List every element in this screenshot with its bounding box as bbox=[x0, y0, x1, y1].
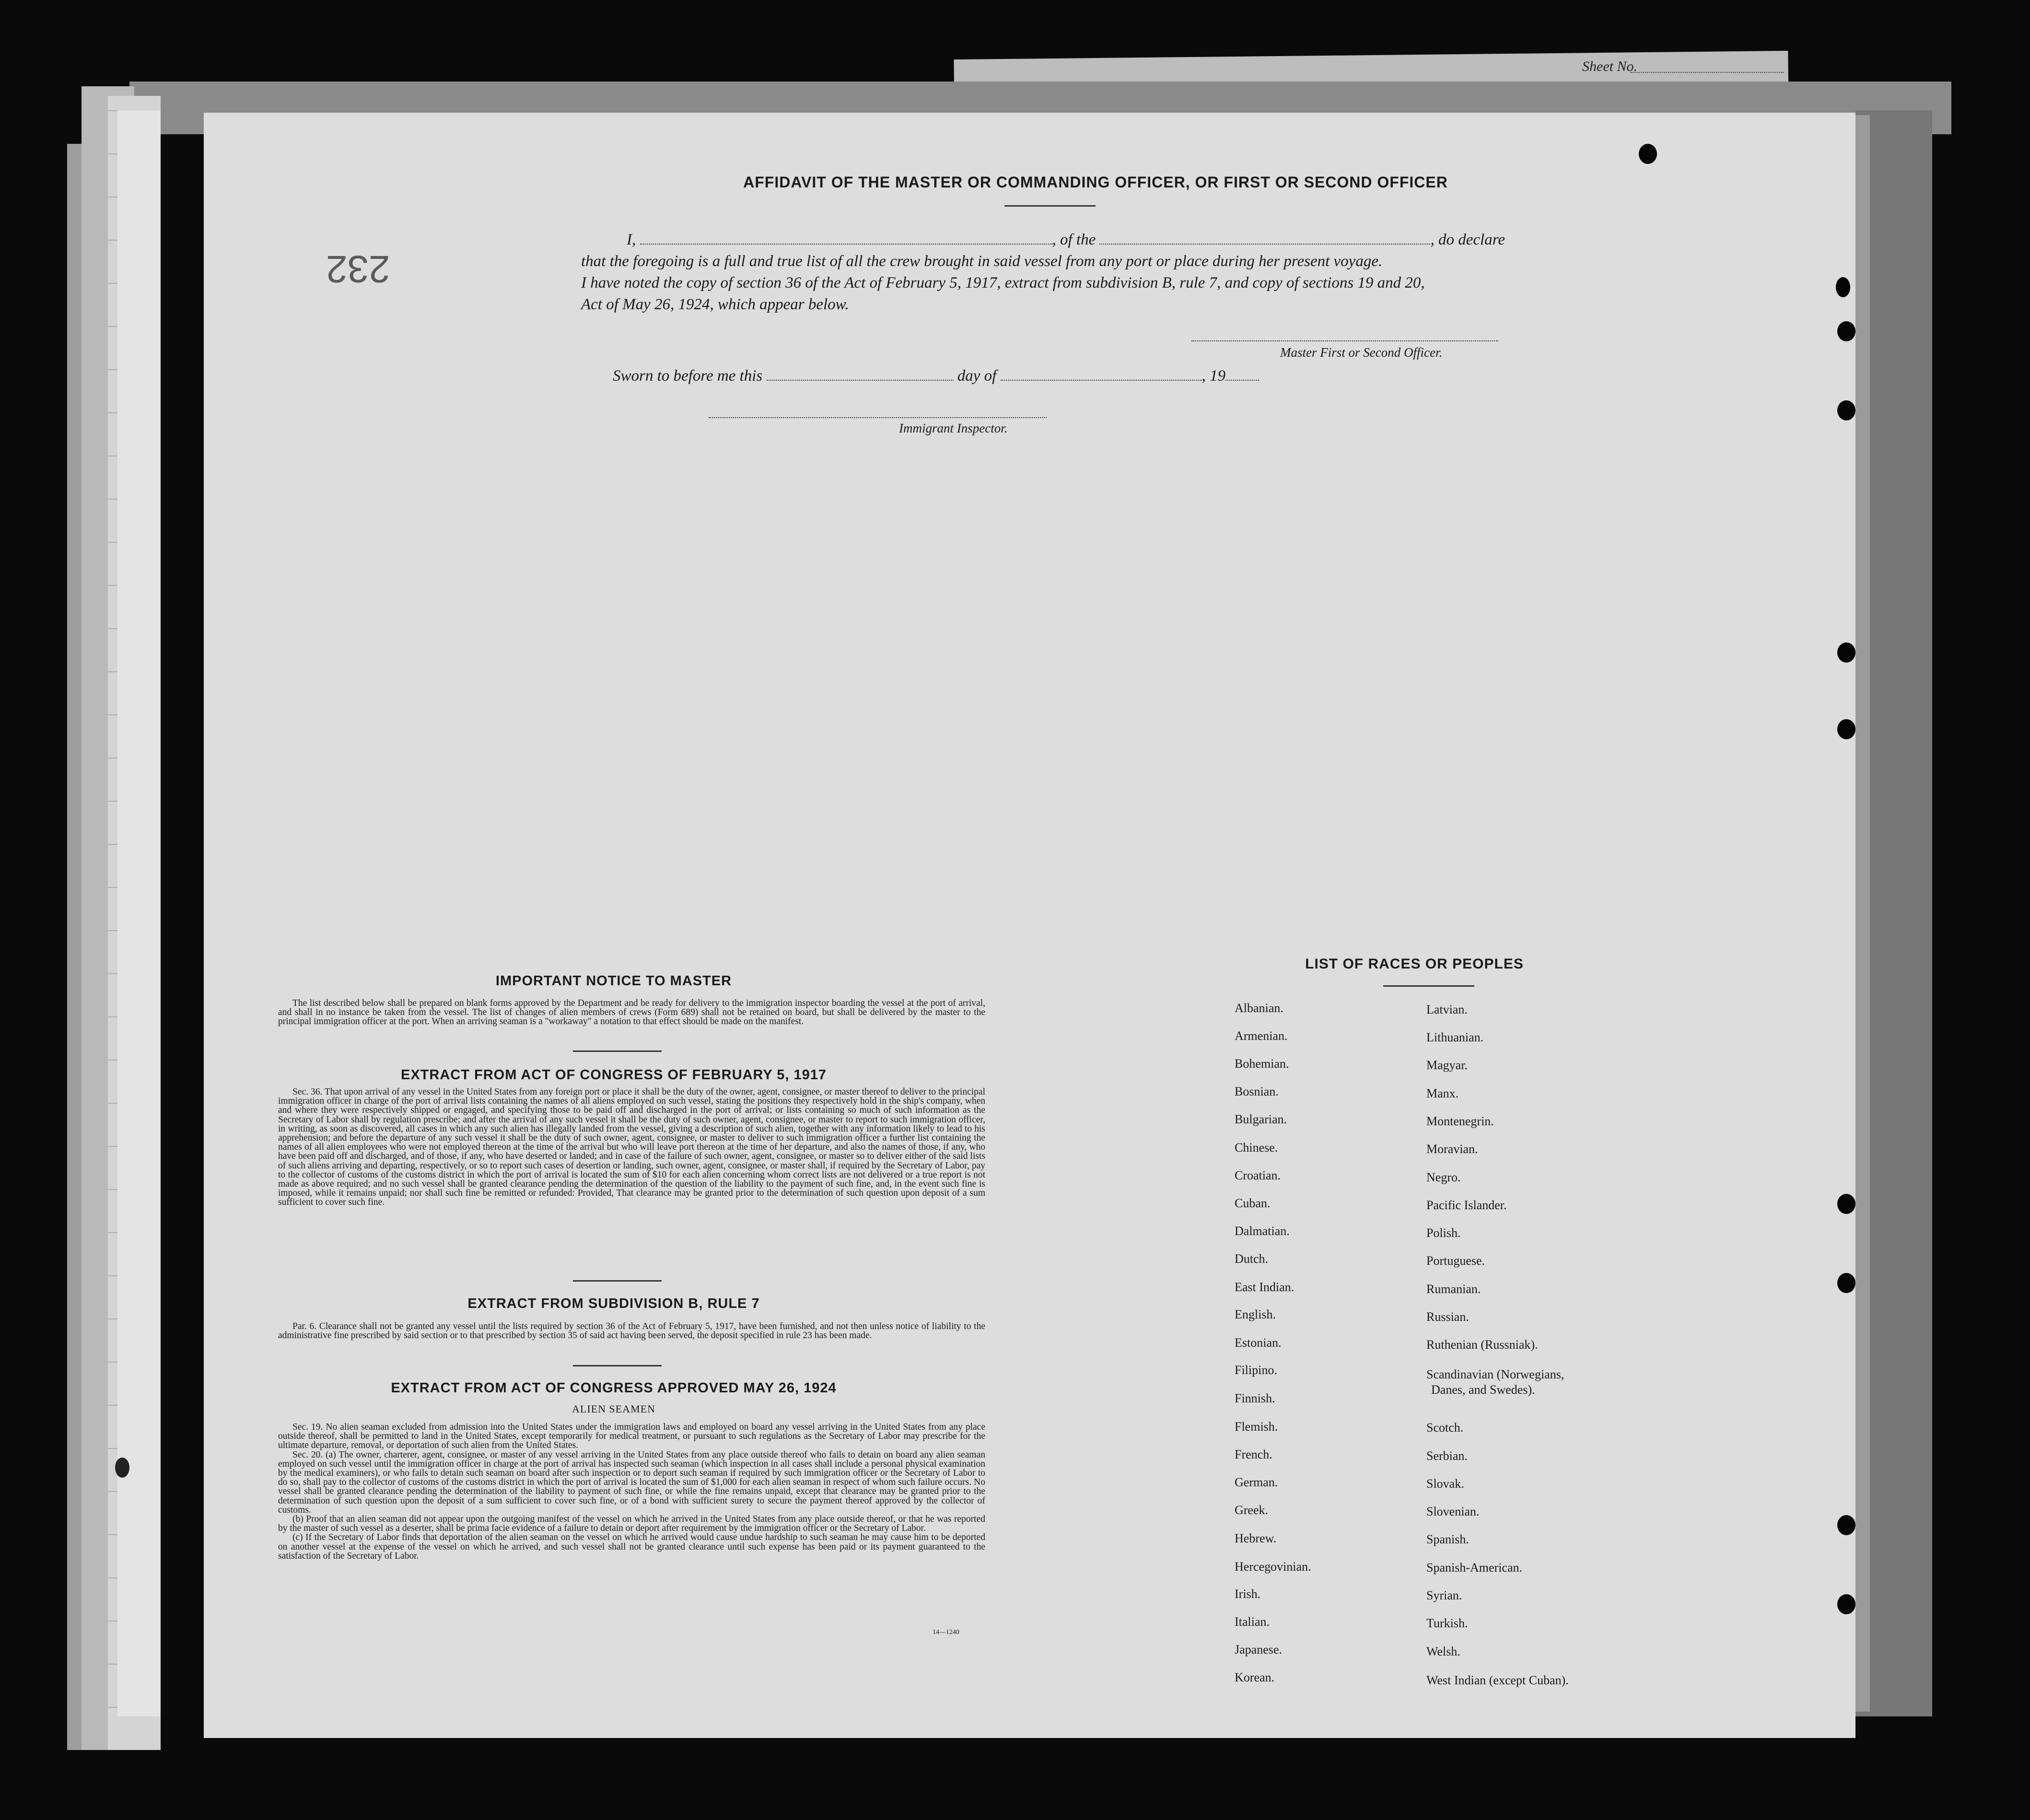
race-item: English. bbox=[1235, 1307, 1276, 1321]
race-item: Latvian. bbox=[1426, 1003, 1468, 1016]
affidavit-body bbox=[581, 229, 1545, 315]
race-item: Slovak. bbox=[1426, 1477, 1464, 1491]
extract-rule7-paragraph: Par. 6. Clearance shall not be granted any vessel until the lists required by section 36 of the Act of February 5, 1917, have been furnished, and not then unless notice of liability to the administrative fine prescribed by said section or to that prescribed by section 35 of said act having been served, the deposit specified in rule 23 has been made. bbox=[278, 1321, 985, 1341]
punch-hole bbox=[115, 1458, 129, 1478]
sworn-year-blank[interactable] bbox=[1225, 367, 1259, 381]
race-item: Dalmatian. bbox=[1235, 1224, 1290, 1238]
race-item: Dutch. bbox=[1235, 1252, 1269, 1266]
affidavit-line-2: that the foregoing is a full and true list of all the crew brought in said vessel from any port or place during her present voyage. bbox=[581, 253, 1383, 270]
race-item: Ruthenian (Russniak). bbox=[1426, 1338, 1538, 1352]
race-item: Syrian. bbox=[1426, 1588, 1462, 1602]
race-item: Magyar. bbox=[1426, 1058, 1468, 1072]
race-item: Slovenian. bbox=[1426, 1505, 1480, 1518]
race-item: Japanese. bbox=[1235, 1643, 1282, 1657]
sec19-paragraph: Sec. 19. No alien seaman excluded from admission into the United States under the immigration laws and employed on board any vessel arriving in the United States from any place outside thereof, shall be permitted to land in the United States, except temporarily for medical treatment, or pursuant to such regulations as the Secretary of Labor may prescribe for the ultimate departure, removal, or deportation of such alien from the United States. bbox=[278, 1422, 985, 1451]
race-item: Spanish. bbox=[1426, 1532, 1469, 1546]
sec20a-paragraph: Sec. 20. (a) The owner, charterer, agent, consignee, or master of any vessel arriving in the United States from any place outside thereof who fails to detain on board any alien seaman employed on such vessel until the immigration officer in charge at the port of arrival has inspected such seaman (which inspection in all cases shall include a personal physical examination by the medical examiners), or who fails to detain such seaman on board after such inspection or to deport such seaman if required by such immigration officer or the Secretary of Labor to do so, shall pay to the collector of customs of the customs district in which the port of arrival is located the sum of $1,000 for each alien seaman in respect of whom such failure occurs. No vessel shall be granted clearance pending the determination of the liability to payment of such fine, or while the fine remains unpaid, except that clearance may be granted prior to the determination of such question upon the deposit of a sum sufficient to cover such fine, or of a bond with sufficient surety to secure the payment thereof approved by the collector of customs. bbox=[278, 1449, 985, 1515]
affidavit-line-3: I have noted the copy of section 36 of the Act of February 5, 1917, extract from subdivision B, rule 7, and copy of sections 19 and 20, bbox=[581, 274, 1425, 292]
race-item: Armenian. bbox=[1235, 1029, 1288, 1043]
race-item: Cuban. bbox=[1235, 1196, 1271, 1210]
race-item: Filipino. bbox=[1235, 1363, 1277, 1377]
race-item: Chinese. bbox=[1235, 1141, 1278, 1155]
race-item: Finnish. bbox=[1235, 1391, 1275, 1405]
race-item: Lithuanian. bbox=[1426, 1030, 1484, 1044]
race-item: Estonian. bbox=[1235, 1336, 1282, 1350]
race-item: German. bbox=[1235, 1475, 1278, 1489]
punch-hole bbox=[1837, 1194, 1855, 1214]
punch-hole bbox=[1837, 400, 1855, 420]
race-item: East Indian. bbox=[1235, 1280, 1295, 1294]
sworn-line bbox=[613, 365, 1332, 387]
punch-hole bbox=[1837, 719, 1855, 739]
race-item: Irish. bbox=[1235, 1587, 1261, 1601]
races-title: LIST OF RACES OR PEOPLES bbox=[1305, 956, 1524, 972]
extract-rule7-title: EXTRACT FROM SUBDIVISION B, RULE 7 bbox=[467, 1296, 760, 1311]
sworn-month-blank[interactable] bbox=[1001, 367, 1202, 381]
title-rule bbox=[1004, 205, 1096, 207]
race-item: West Indian (except Cuban). bbox=[1426, 1673, 1569, 1687]
inspector-signature-label: Immigrant Inspector. bbox=[899, 421, 1008, 435]
race-item: Scandinavian (Norwegians, bbox=[1426, 1367, 1564, 1381]
race-item: French. bbox=[1235, 1447, 1272, 1461]
affidavit-line-4: Act of May 26, 1924, which appear below. bbox=[581, 296, 849, 313]
race-item: Danes, and Swedes). bbox=[1431, 1383, 1535, 1397]
sheet-number-line bbox=[1630, 72, 1784, 73]
race-item: Moravian. bbox=[1426, 1142, 1478, 1156]
stamped-page-number: 232 bbox=[326, 248, 390, 291]
affidavit-declare: , do declare bbox=[1430, 231, 1505, 248]
master-signature-label: Master First or Second Officer. bbox=[1280, 345, 1443, 360]
sworn-label: Sworn to before me this bbox=[613, 367, 763, 385]
race-item: Russian. bbox=[1426, 1310, 1469, 1324]
race-item: Albanian. bbox=[1235, 1001, 1283, 1015]
extract-1917-title: EXTRACT FROM ACT OF CONGRESS OF FEBRUARY 5, 1917 bbox=[400, 1067, 827, 1083]
sec20b-paragraph: (b) Proof that an alien seaman did not appear upon the outgoing manifest of the vessel on which he arrived in the United States from any place outside thereof, or that he was reported by the master of such vessel as a deserter, shall be prima facie evidence of a failure to detain or deport after requirement by the immigration officer or the Secretary of Labor. bbox=[278, 1514, 985, 1534]
race-item: Bulgarian. bbox=[1235, 1112, 1287, 1126]
extract-rule7-text bbox=[278, 1322, 985, 1340]
sworn-date-blank[interactable] bbox=[767, 367, 954, 381]
race-item: Welsh. bbox=[1426, 1645, 1460, 1658]
affidavit-of-the: , of the bbox=[1052, 231, 1096, 248]
section-rule bbox=[573, 1365, 662, 1366]
race-item: Korean. bbox=[1235, 1670, 1275, 1684]
extract-1924-text bbox=[278, 1423, 985, 1561]
race-item: Flemish. bbox=[1235, 1420, 1278, 1434]
race-item: Montenegrin. bbox=[1426, 1114, 1494, 1128]
punch-hole bbox=[1837, 1515, 1855, 1535]
race-item: Scotch. bbox=[1426, 1421, 1464, 1435]
punch-hole bbox=[1837, 1594, 1855, 1614]
race-item: Rumanian. bbox=[1426, 1282, 1481, 1296]
race-item: Bohemian. bbox=[1235, 1057, 1289, 1071]
punch-hole bbox=[1836, 277, 1850, 297]
notice-title: IMPORTANT NOTICE TO MASTER bbox=[495, 973, 732, 989]
race-item: Italian. bbox=[1235, 1615, 1270, 1629]
notice-paragraph: The list described below shall be prepared on blank forms approved by the Department and be ready for delivery to the immigration inspector boarding the vessel at the port of arrival, and shall in no instance be taken from the vessel. The list of changes of alien members of crews (Form 689) shall not be retained on board, but shall be delivered by the master to the principal immigration officer at the port. When an arriving seaman is a "workaway" a notation to that effect should be made on the manifest. bbox=[278, 998, 985, 1027]
affidavit-title: AFFIDAVIT OF THE MASTER OR COMMANDING OFFICER, OR FIRST OR SECOND OFFICER bbox=[743, 174, 1448, 191]
race-item: Bosnian. bbox=[1235, 1085, 1279, 1098]
extract-1917-paragraph: Sec. 36. That upon arrival of any vessel in the United States from any foreign port or place it shall be the duty of the owner, agent, consignee, or master thereof to deliver to the principal immigration officer in charge of the port of arrival lists containing the names of all aliens employed on such vessel, stating the positions they respectively hold in the ship's company, when and where they were respectively shipped or engaged, and specifying those to be paid off and discharged in the port of arrival; or lists containing so much of such information as the Secretary of Labor shall by regulation prescribe; and after the arrival of any such vessel it shall be the duty of such owner, agent, consignee, or master to report to such immigration officer, in writing, as soon as discovered, all cases in which any such alien has illegally landed from the vessel, giving a description of such alien, together with any information likely to lead to his apprehension; and before the departure of any such vessel it shall be the duty of such owner, agent, consignee, or master to deliver to such immigration officer a further list containing the names of all alien employees who were not employed thereon at the time of the arrival but who will leave port thereon at the time of her departure, and also the names of those, if any, who have been paid off and discharged, and of those, if any, who have deserted or landed; and in case of the failure of such owner, agent, consignee, or master so to deliver either of the said lists of such aliens arriving and departing, respectively, or so to report such cases of desertion or landing, such owner, agent, consignee, or master shall, if required by the Secretary of Labor, pay to the collector of customs of the customs district in which the port of arrival is located the sum of $10 for each alien concerning whom correct lists are not delivered or a true report is not made as above required; and no such vessel shall be granted clearance pending the determination of the question of the liability to the payment of such fine, and, in the event such fine is imposed, while it remains unpaid; nor shall such fine be remitted or refunded: Provided, That clearance may be granted prior to the determination of such question upon deposit of a sum sufficient to cover such fine. bbox=[278, 1087, 985, 1208]
races-rule bbox=[1383, 985, 1474, 987]
year-label: , 19 bbox=[1202, 367, 1226, 385]
race-item: Negro. bbox=[1426, 1170, 1461, 1184]
race-item: Hebrew. bbox=[1235, 1531, 1277, 1545]
day-of-label: day of bbox=[957, 367, 997, 385]
form-number: 14—1240 bbox=[933, 1629, 959, 1636]
race-item: Turkish. bbox=[1426, 1616, 1468, 1630]
sec20c-paragraph: (c) If the Secretary of Labor finds that deportation of the alien seaman on the vessel on which he arrived would cause undue hardship to such seaman he may cause him to be deported on another vessel at the expense of the vessel on which he arrived, and such vessel shall not be granted clearance until such expense has been paid or its payment guaranteed to the satisfaction of the Secretary of Labor. bbox=[278, 1532, 985, 1561]
punch-hole bbox=[1837, 321, 1855, 341]
section-rule bbox=[573, 1280, 662, 1282]
race-item: Polish. bbox=[1426, 1226, 1461, 1240]
race-item: Greek. bbox=[1235, 1503, 1269, 1517]
race-item: Hercegovinian. bbox=[1235, 1560, 1311, 1574]
extract-1924-title: EXTRACT FROM ACT OF CONGRESS APPROVED MAY 26, 1924 bbox=[391, 1380, 837, 1396]
inspector-signature-line[interactable] bbox=[709, 417, 1047, 418]
alien-seamen-subtitle: ALIEN SEAMEN bbox=[572, 1403, 655, 1415]
notice-text bbox=[278, 999, 985, 1027]
race-item: Spanish-American. bbox=[1426, 1561, 1523, 1575]
punch-hole bbox=[1837, 1273, 1855, 1293]
affidavit-i: I, bbox=[627, 231, 636, 248]
section-rule bbox=[573, 1050, 662, 1052]
race-item: Pacific Islander. bbox=[1426, 1198, 1507, 1212]
punch-hole bbox=[1639, 144, 1657, 164]
extract-1917-text bbox=[278, 1087, 985, 1207]
name-blank[interactable] bbox=[640, 231, 1052, 245]
race-item: Serbian. bbox=[1426, 1449, 1468, 1463]
punch-hole bbox=[1837, 642, 1855, 663]
sheet-number-label: Sheet No. bbox=[1582, 58, 1637, 74]
race-item: Portuguese. bbox=[1426, 1254, 1485, 1268]
vessel-blank[interactable] bbox=[1099, 231, 1430, 245]
race-item: Manx. bbox=[1426, 1086, 1459, 1100]
master-signature-line[interactable] bbox=[1191, 340, 1498, 341]
race-item: Croatian. bbox=[1235, 1168, 1281, 1182]
